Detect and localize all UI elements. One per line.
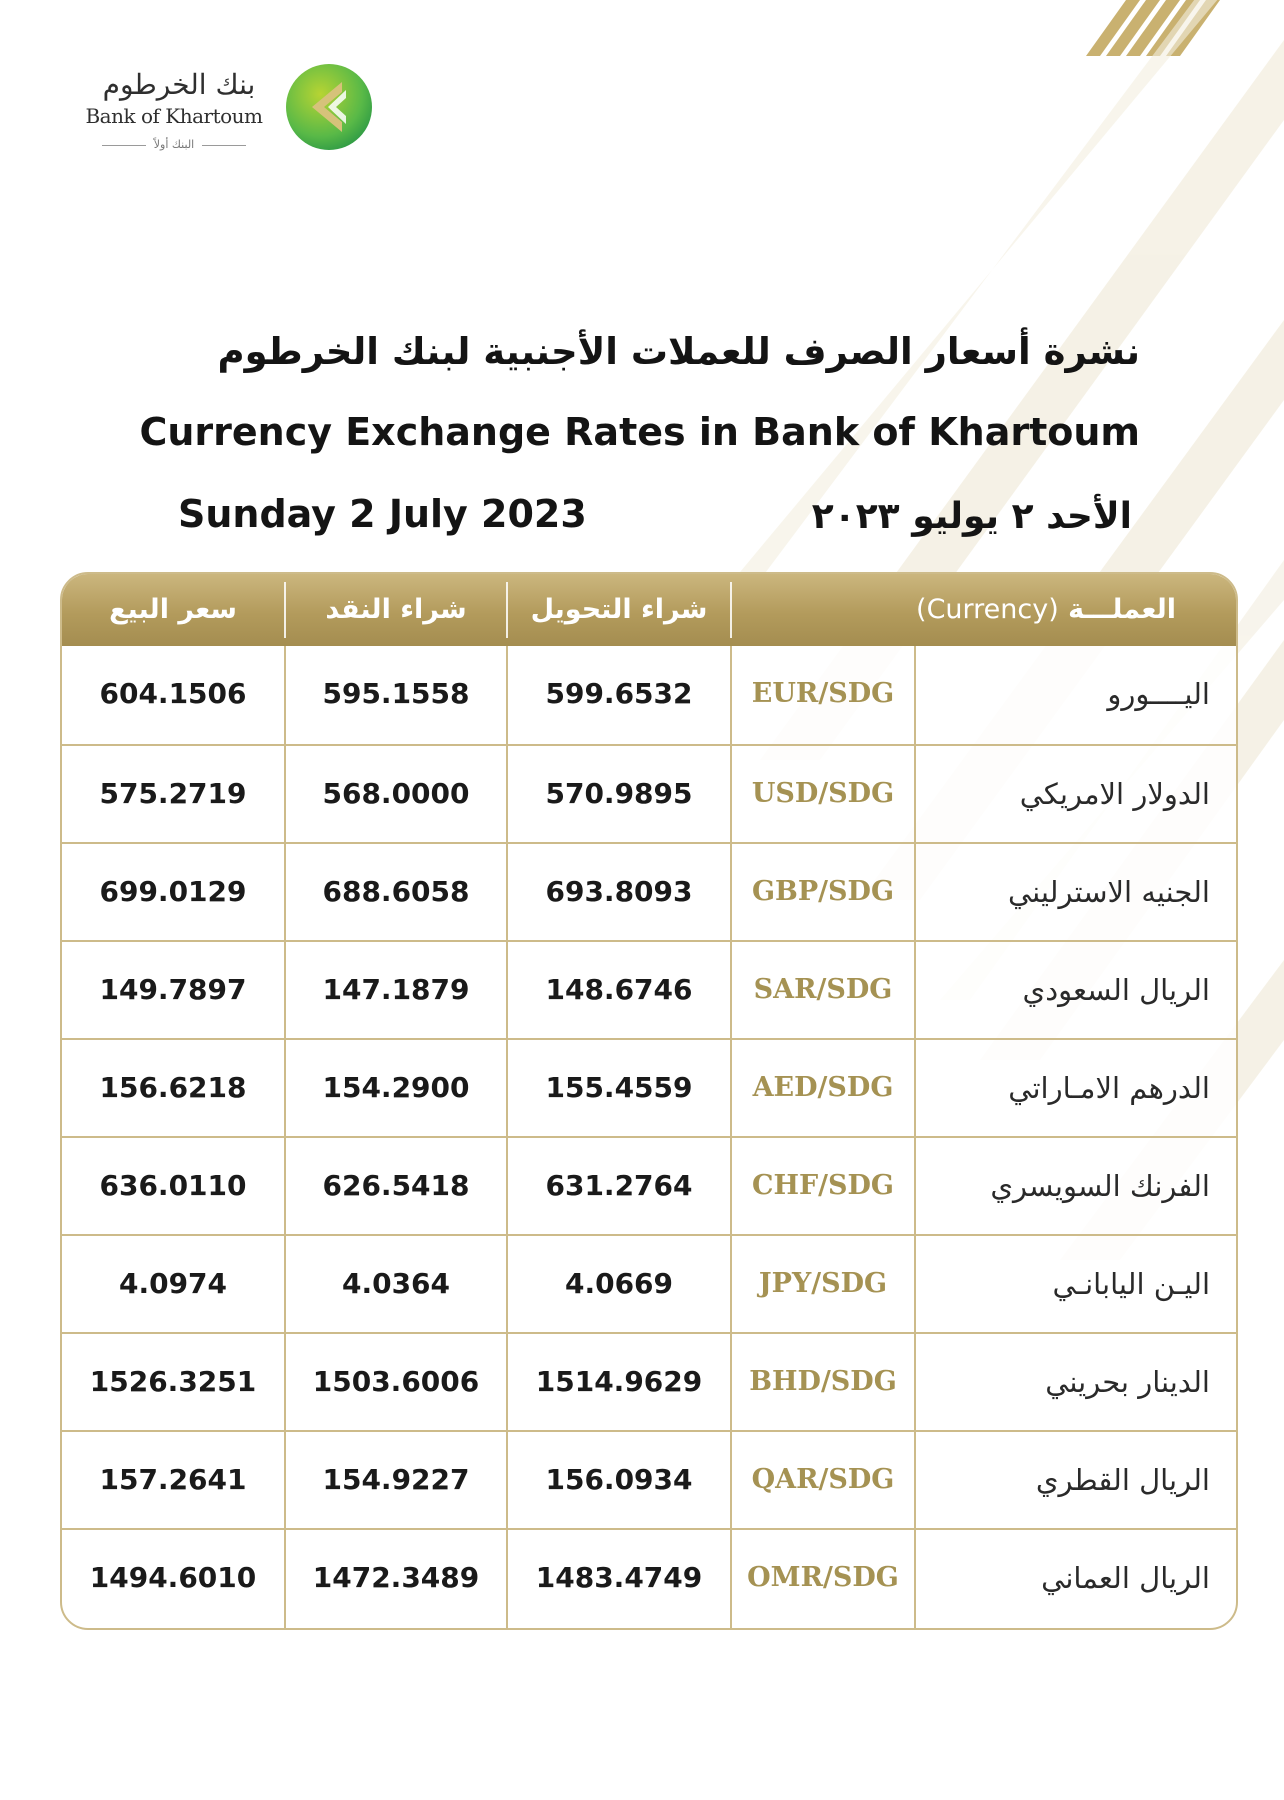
- table-row: [62, 1528, 1236, 1626]
- table-row: [62, 940, 1236, 1038]
- sell-value: 575.2719: [99, 777, 247, 810]
- bank-emblem-icon: [284, 62, 374, 152]
- transfer-buy-value: 570.9895: [545, 777, 693, 810]
- sell-value: 4.0974: [118, 1267, 228, 1300]
- sell-value: 157.2641: [99, 1463, 247, 1496]
- logo-tagline: البنك أولاً: [88, 138, 260, 151]
- currency-code: OMR/SDG: [747, 1562, 899, 1593]
- currency-name: الريال العماني: [1041, 1561, 1210, 1595]
- header-currency-english: (Currency): [916, 594, 1059, 625]
- rates-table: [60, 572, 1238, 1630]
- sell-value: 156.6218: [99, 1071, 247, 1104]
- date-english: Sunday 2 July 2023: [178, 492, 587, 536]
- table-row: [62, 1332, 1236, 1430]
- transfer-buy-value: 631.2764: [545, 1169, 693, 1202]
- currency-name: اليـن اليابانـي: [1052, 1267, 1210, 1301]
- header-sell: سعر البيع: [109, 594, 237, 625]
- sell-value: 149.7897: [99, 973, 247, 1006]
- table-row: [62, 842, 1236, 940]
- cash-buy-value: 154.9227: [322, 1463, 470, 1496]
- transfer-buy-value: 599.6532: [545, 677, 693, 710]
- cash-buy-value: 147.1879: [322, 973, 470, 1006]
- sell-value: 699.0129: [99, 875, 247, 908]
- cash-buy-value: 568.0000: [322, 777, 470, 810]
- table-row: [62, 744, 1236, 842]
- header-currency-arabic: العملـــة: [1068, 594, 1176, 625]
- sell-value: 1494.6010: [89, 1561, 257, 1594]
- logo-name-english: Bank of Khartoum: [85, 104, 263, 128]
- currency-code: EUR/SDG: [751, 678, 895, 709]
- currency-name: الدينار بحريني: [1045, 1365, 1210, 1399]
- currency-name: الريال القطري: [1035, 1463, 1210, 1497]
- table-row: [62, 1136, 1236, 1234]
- currency-code: USD/SDG: [751, 778, 895, 809]
- currency-name: الريال السعودي: [1022, 973, 1210, 1007]
- column-divider: [914, 646, 916, 1628]
- cash-buy-value: 154.2900: [322, 1071, 470, 1104]
- transfer-buy-value: 1483.4749: [535, 1561, 703, 1594]
- header-transfer-buy: شراء التحويل: [530, 594, 708, 625]
- transfer-buy-value: 156.0934: [545, 1463, 693, 1496]
- currency-name: الدولار الامريكي: [1019, 777, 1210, 811]
- column-divider: [506, 646, 508, 1628]
- table-body: [62, 646, 1236, 1626]
- currency-name: الدرهم الامـاراتي: [1008, 1071, 1210, 1105]
- currency-code: BHD/SDG: [749, 1366, 897, 1397]
- bank-logo: [84, 62, 384, 162]
- transfer-buy-value: 148.6746: [545, 973, 693, 1006]
- currency-code: SAR/SDG: [753, 974, 893, 1005]
- currency-code: CHF/SDG: [751, 1170, 894, 1201]
- header-currency: [734, 574, 1234, 646]
- table-row: [62, 1038, 1236, 1136]
- cash-buy-value: 595.1558: [322, 677, 470, 710]
- transfer-buy-value: 1514.9629: [535, 1365, 703, 1398]
- logo-name-arabic: بنك الخرطوم: [102, 68, 256, 101]
- title-english: Currency Exchange Rates in Bank of Khartoum: [139, 410, 1140, 454]
- transfer-buy-value: 155.4559: [545, 1071, 693, 1104]
- cash-buy-value: 688.6058: [322, 875, 470, 908]
- transfer-buy-value: 4.0669: [564, 1267, 674, 1300]
- currency-code: JPY/SDG: [758, 1268, 888, 1299]
- date-arabic: الأحد ٢ يوليو ٢٠٢٣: [811, 496, 1132, 537]
- table-row: [62, 646, 1236, 744]
- currency-code: GBP/SDG: [751, 876, 894, 907]
- cash-buy-value: 1472.3489: [312, 1561, 480, 1594]
- table-header: [62, 574, 1236, 646]
- cash-buy-value: 626.5418: [322, 1169, 470, 1202]
- table-row: [62, 1234, 1236, 1332]
- sell-value: 1526.3251: [89, 1365, 257, 1398]
- column-divider: [284, 646, 286, 1628]
- sell-value: 636.0110: [99, 1169, 247, 1202]
- table-row: [62, 1430, 1236, 1528]
- currency-name: الفرنك السويسري: [990, 1169, 1210, 1203]
- sell-value: 604.1506: [99, 677, 247, 710]
- cash-buy-value: 1503.6006: [312, 1365, 480, 1398]
- currency-name: الجنيه الاسترليني: [1007, 875, 1210, 909]
- currency-name: اليــــورو: [1107, 677, 1210, 711]
- currency-code: QAR/SDG: [751, 1464, 895, 1495]
- header-cash-buy: شراء النقد: [325, 594, 467, 625]
- currency-code: AED/SDG: [752, 1072, 894, 1103]
- column-divider: [730, 646, 732, 1628]
- transfer-buy-value: 693.8093: [545, 875, 693, 908]
- cash-buy-value: 4.0364: [341, 1267, 451, 1300]
- title-arabic: نشرة أسعار الصرف للعملات الأجنبية لبنك الخرطوم: [217, 330, 1140, 373]
